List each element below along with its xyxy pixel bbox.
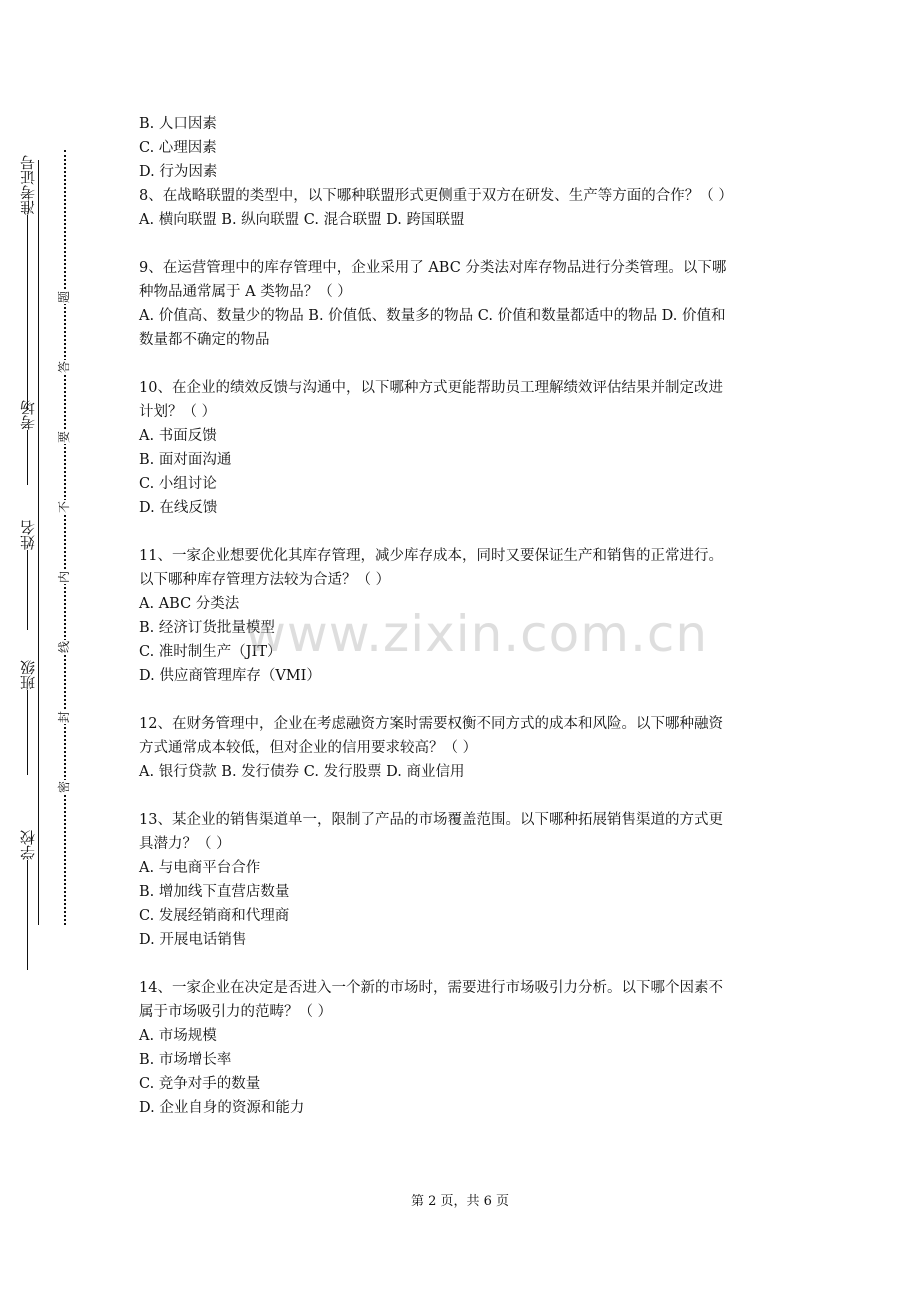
page-number: 第 2 页，共 6 页 bbox=[410, 1194, 510, 1209]
question-text: 8、在战略联盟的类型中，以下哪种联盟形式更侧重于双方在研发、生产等方面的合作？（ ） bbox=[139, 188, 733, 204]
option: B. 市场增长率 bbox=[139, 1052, 232, 1068]
option: C. 发展经销商和代理商 bbox=[139, 908, 290, 924]
question-text: 计划？（ ） bbox=[139, 404, 217, 420]
option: B. 经济订货批量模型 bbox=[139, 620, 275, 636]
question-text: 12、在财务管理中，企业在考虑融资方案时需要权衡不同方式的成本和风险。以下哪种融资 bbox=[139, 716, 723, 732]
question-text: 种物品通常属于 A 类物品？（ ） bbox=[139, 284, 352, 300]
binding-field-underline bbox=[28, 430, 29, 485]
question-block bbox=[139, 808, 789, 952]
options-inline: A. 银行贷款 B. 发行债券 C. 发行股票 D. 商业信用 bbox=[139, 764, 465, 780]
binding-solid-line bbox=[38, 160, 39, 925]
options-inline: A. 价值高、数量少的物品 B. 价值低、数量多的物品 C. 价值和数量都适中的物品 D. 价值和 bbox=[139, 308, 726, 324]
binding-field bbox=[20, 830, 36, 970]
option: C. 竞争对手的数量 bbox=[139, 1076, 261, 1092]
question-block bbox=[139, 256, 789, 352]
seal-line-char: 题 bbox=[57, 291, 71, 304]
options-inline: 数量都不确定的物品 bbox=[139, 332, 270, 348]
seal-line-char: 线 bbox=[57, 641, 71, 654]
option: B. 面对面沟通 bbox=[139, 452, 232, 468]
question-text: 以下哪种库存管理方法较为合适？（ ） bbox=[139, 572, 391, 588]
seal-line-char: 封 bbox=[57, 711, 71, 724]
binding-field-underline bbox=[28, 215, 29, 410]
option: D. 企业自身的资源和能力 bbox=[139, 1100, 305, 1116]
question-text: 10、在企业的绩效反馈与沟通中，以下哪种方式更能帮助员工理解绩效评估结果并制定改进 bbox=[139, 380, 723, 396]
binding-field bbox=[20, 660, 36, 775]
binding-field-label: 考场 bbox=[19, 400, 37, 430]
options-inline: A. 横向联盟 B. 纵向联盟 C. 混合联盟 D. 跨国联盟 bbox=[139, 212, 465, 228]
question-block bbox=[139, 376, 789, 520]
watermark: www.zixin.com.cn bbox=[245, 605, 709, 663]
question-block bbox=[139, 712, 789, 784]
binding-field-underline bbox=[28, 860, 29, 970]
question-text: 具潜力？（ ） bbox=[139, 836, 231, 852]
option: D. 开展电话销售 bbox=[139, 932, 247, 948]
option: A. ABC 分类法 bbox=[139, 596, 240, 612]
option: C. 准时制生产（JIT） bbox=[139, 644, 282, 660]
question-text: 13、某企业的销售渠道单一，限制了产品的市场覆盖范围。以下哪种拓展销售渠道的方式更 bbox=[139, 812, 723, 828]
question-block bbox=[139, 976, 789, 1120]
option: B. 人口因素 bbox=[139, 116, 217, 132]
binding-field bbox=[20, 155, 36, 410]
question-text: 属于市场吸引力的范畴？（ ） bbox=[139, 1004, 333, 1020]
question-text: 方式通常成本较低，但对企业的信用要求较高？（ ） bbox=[139, 740, 478, 756]
binding-field-underline bbox=[28, 690, 29, 775]
option: D. 供应商管理库存（VMI） bbox=[139, 668, 321, 684]
seal-line-char: 不 bbox=[57, 501, 71, 514]
question-text: 9、在运营管理中的库存管理中，企业采用了 ABC 分类法对库存物品进行分类管理。以下哪 bbox=[139, 260, 727, 276]
question-text: 14、一家企业在决定是否进入一个新的市场时，需要进行市场吸引力分析。以下哪个因素不 bbox=[139, 980, 723, 996]
option: C. 小组讨论 bbox=[139, 476, 217, 492]
binding-field-label: 班级 bbox=[19, 660, 37, 690]
option: B. 增加线下直营店数量 bbox=[139, 884, 290, 900]
previous-question-options bbox=[139, 112, 789, 184]
binding-field bbox=[20, 400, 36, 485]
binding-margin bbox=[0, 0, 100, 1302]
seal-line-char: 内 bbox=[57, 571, 71, 584]
option: A. 市场规模 bbox=[139, 1028, 217, 1044]
option: C. 心理因素 bbox=[139, 140, 217, 156]
question-block bbox=[139, 184, 789, 232]
question-text: 11、一家企业想要优化其库存管理，减少库存成本，同时又要保证生产和销售的正常进行。 bbox=[139, 548, 723, 564]
seal-dotted-line bbox=[64, 150, 66, 925]
seal-line-char: 密 bbox=[57, 781, 71, 794]
option: D. 行为因素 bbox=[139, 164, 218, 180]
binding-field-label: 姓名 bbox=[19, 520, 37, 550]
binding-field-label: 学校 bbox=[19, 830, 37, 860]
binding-field-underline bbox=[28, 550, 29, 630]
seal-line-char: 要 bbox=[57, 431, 71, 444]
option: A. 与电商平台合作 bbox=[139, 860, 261, 876]
option: A. 书面反馈 bbox=[139, 428, 217, 444]
option: D. 在线反馈 bbox=[139, 500, 218, 516]
binding-field bbox=[20, 520, 36, 630]
seal-line-char: 答 bbox=[57, 361, 71, 374]
binding-field-label: 准考证号 bbox=[19, 155, 37, 215]
